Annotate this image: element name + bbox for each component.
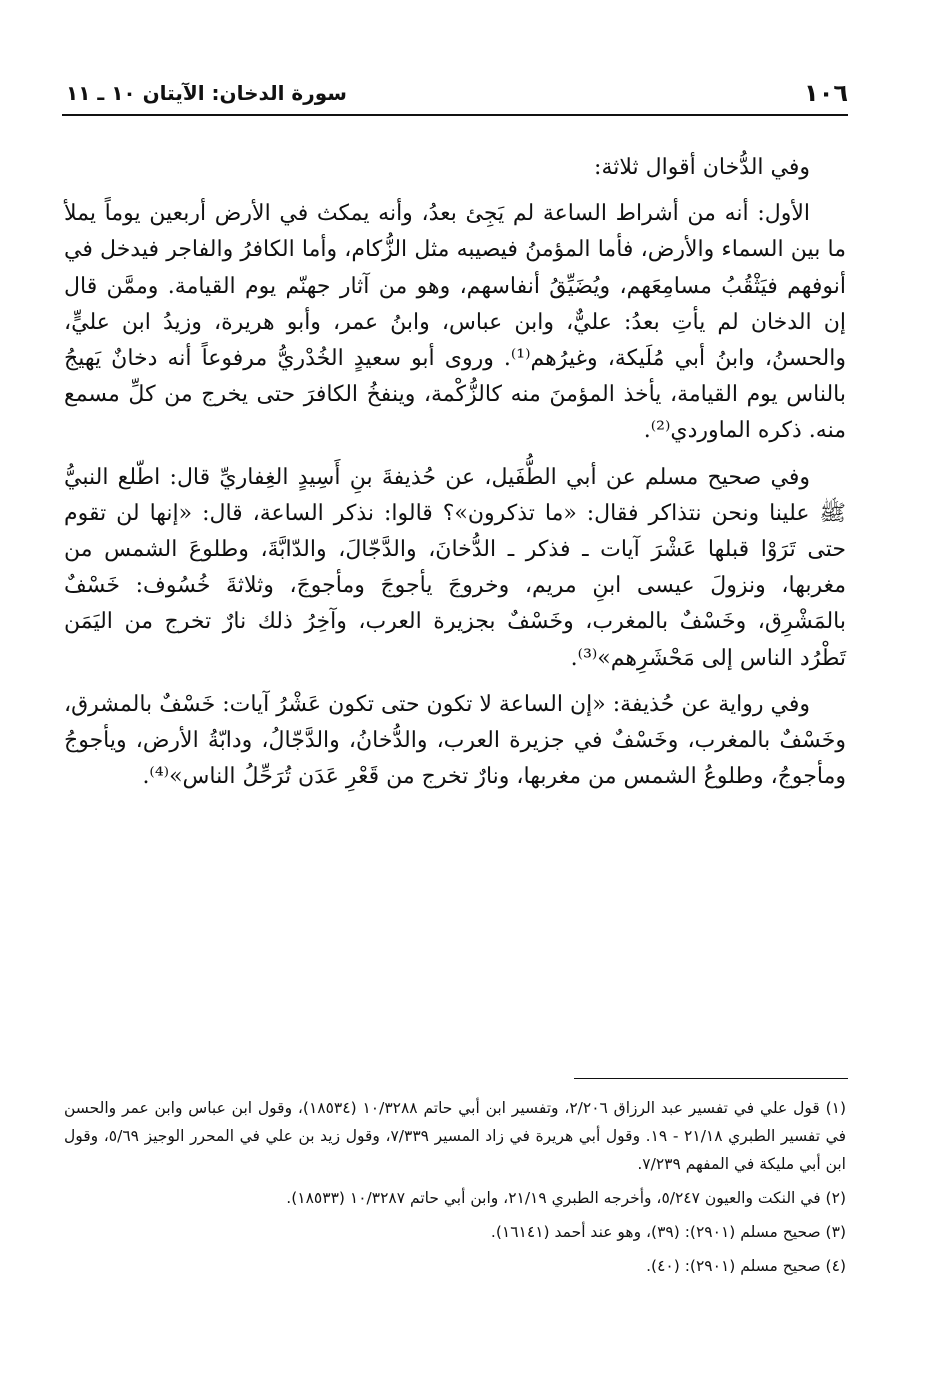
paragraph-hudhayfa-narration: وفي رواية عن حُذيفة: «إن الساعة لا تكون حتى تكون عَشْرُ آيات: خَسْفٌ بالمشرق، وخَسْفٌ بالمغرب، وخَسْفٌ في جزيرة العرب، والدُّخانُ، والدَّجّالُ، ودابّةُ الأرض، ويأجوجُ ومأجوجُ، وطلوعُ الشمس من مغربها، ونارٌ تخرج من قَعْرِ عَدَن تُرَحِّلُ الناس»⁽⁴⁾. (64, 691, 846, 790)
footnote-3: (٣) صحيح مسلم (٢٩٠١): (٣٩)، وهو عند أحمد (١٦١٤١). (490, 1223, 846, 1241)
paragraph-muslim-hadith: وفي صحيح مسلم عن أبي الطُّفَيل، عن حُذيفةَ بنِ أَسِيدٍ الغِفاريِّ قال: اطّلع النبيُّ ﷺ علينا ونحن نتذاكر فقال: «ما تذكرون»؟ قالوا: نذكر الساعة، قال: «إنها لن تقوم حتى تَرَوْا قبلها عَشْرَ آيات ـ فذكر ـ الدُّخانَ، والدَّجّالَ، والدّابَّةَ، وطلوعَ الشمس من مغربها، ونزولَ عيسى ابنِ مريم، وخروجَ يأجوجَ ومأجوجَ، وثلاثةَ خُسُوف: خَسْفٌ بالمَشْرِق، وخَسْفٌ بالمغرب، وخَسْفٌ بجزيرة العرب، وآخِرُ ذلك نارٌ تخرج من اليَمَن تَطْرُد الناس إلى مَحْشَرِهم»⁽³⁾. (64, 464, 846, 671)
paragraph-first-opinion: الأول: أنه من أشراط الساعة لم يَجِئ بعدُ، وأنه يمكث في الأرض أربعين يوماً يملأ ما بين السماء والأرض، فأما المؤمنُ فيصيبه مثل الزُّكام، وأما الكافرُ والفاجر فيدخل في أنوفهم فيَثْقُبُ مسامِعَهم، ويُضَيِّقُ أنفاسهم، وهو من آثار جهنّم يوم القيامة. وممَّن قال إن الدخان لم يأتِ بعدُ: عليٌّ، وابن عباس، وابنُ عمر، وأبو هريرة، وزيدُ ابن عليٍّ، والحسنُ، وابنُ أبي مُلَيكة، وغيرُهم⁽¹⁾. وروى أبو سعيدٍ الخُدْريُّ مرفوعاً أنه دخانٌ يَهيجُ بالناس يوم القيامة، يأخذ المؤمنَ منه كالزُّكْمة، وينفخُ الكافرَ حتى يخرج من كلِّ مسمع منه. ذكره الماوردي⁽²⁾. (64, 201, 846, 444)
page-number: ١٠٦ (804, 79, 848, 107)
body-text (64, 150, 846, 805)
footnotes (64, 1094, 846, 1286)
page-header (62, 70, 848, 116)
footnote-separator (574, 1078, 848, 1079)
paragraph-intro: وفي الدُّخان أقوال ثلاثة: (594, 155, 810, 180)
footnote-2: (٢) في النكت والعيون ٥/٢٤٧، وأخرجه الطبري ٢١/١٩، وابن أبي حاتم ١٠/٣٢٨٧ (١٨٥٣٣). (286, 1189, 846, 1207)
footnote-1: (١) قول علي في تفسير عبد الرزاق ٢/٢٠٦، وتفسير ابن أبي حاتم ١٠/٣٢٨٨ (١٨٥٣٤)، وقول ابن عباس وابن عمر والحسن في تفسير الطبري ٢١/١٨ - ١٩. وقول أبي هريرة في زاد المسير ٧/٣٣٩، وقول زيد بن علي في المحرر الوجيز ٥/٦٩، وقول ابن أبي مليكة في المفهم ٧/٢٣٩. (64, 1099, 847, 1173)
running-title: سورة الدخان: الآيتان ١٠ ـ ١١ (66, 81, 347, 105)
footnote-4: (٤) صحيح مسلم (٢٩٠١): (٤٠). (646, 1257, 846, 1275)
book-page (62, 70, 848, 1370)
